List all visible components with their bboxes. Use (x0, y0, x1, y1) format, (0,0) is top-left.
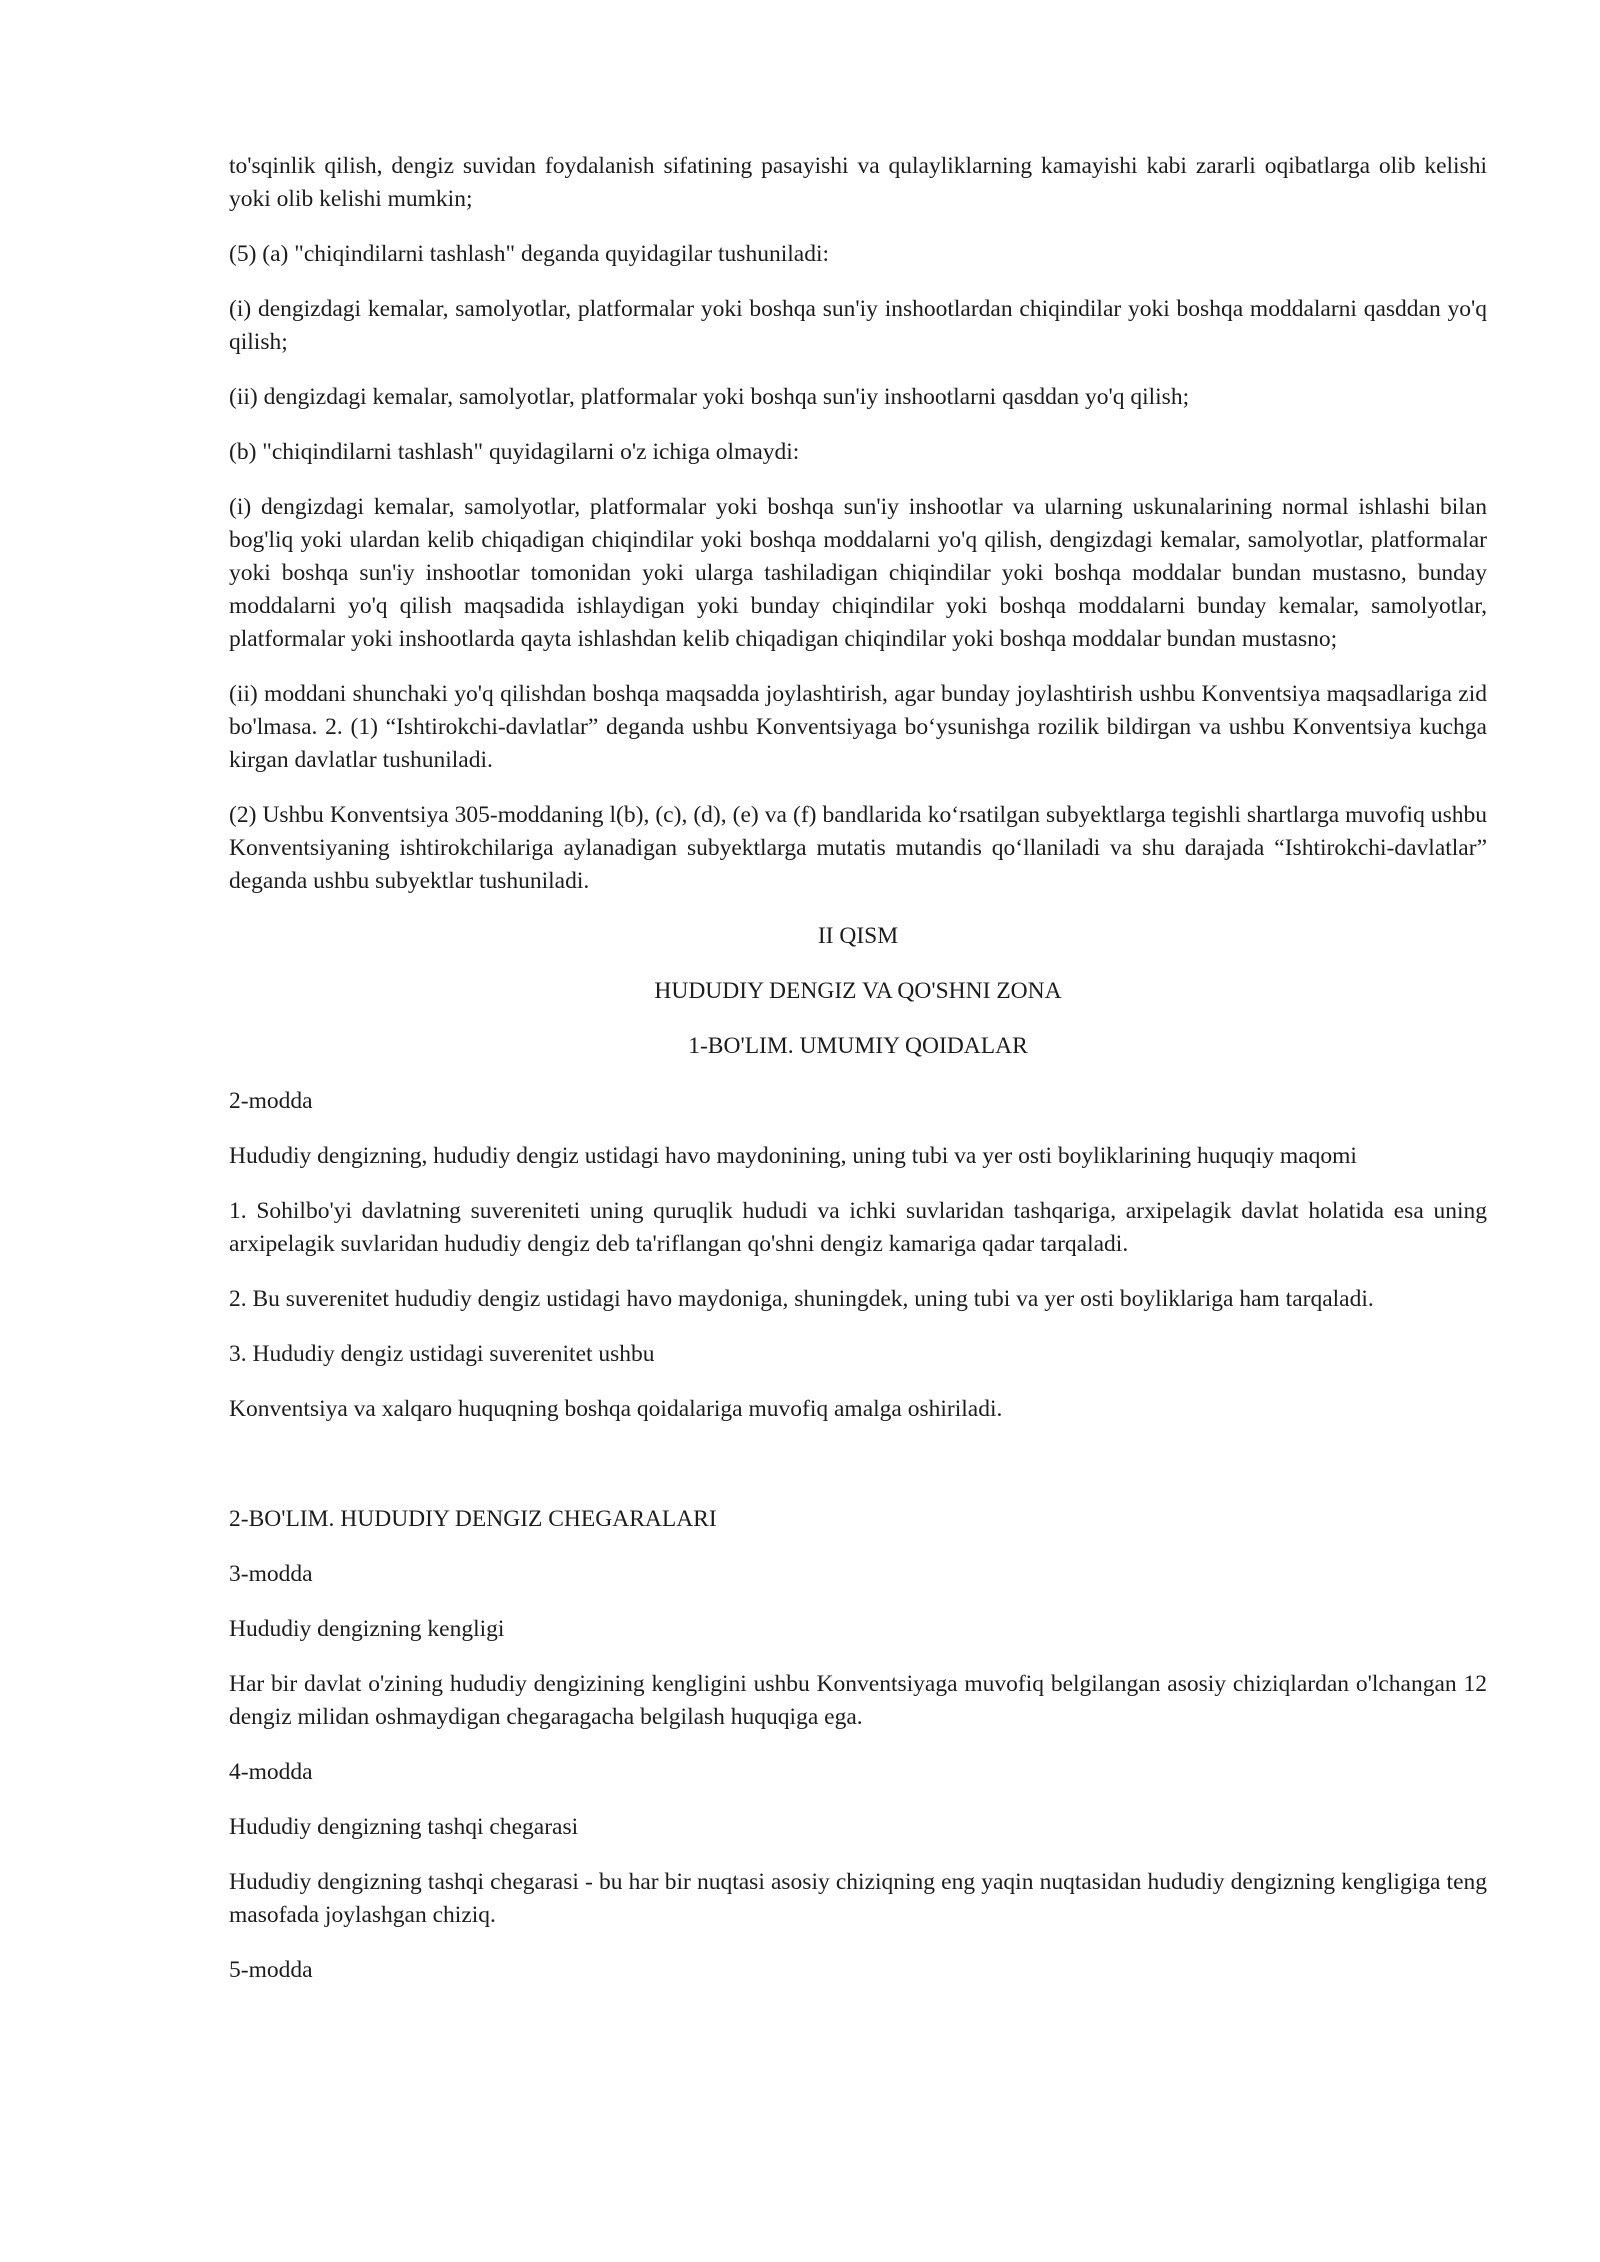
part-heading: II QISM (817, 923, 899, 949)
paragraph: (2) Ushbu Konventsiya 305-moddaning l(b), (c), (d), (e) va (f) bandlarida ko‘rsatilgan subyektlarga tegishli shartlarga muvofiq ushbu Konventsiyaning ishtirokchilariga aylanadigan subyektlarga mutatis mutandis qo‘llaniladi va shu darajada “Ishtirokchi-davlatlar” deganda ushbu subyektlar tushuniladi. (229, 802, 1487, 894)
paragraph: (ii) dengizdagi kemalar, samolyotlar, platformalar yoki boshqa sun'iy inshootlarni qasddan yo'q qilish; (229, 384, 1190, 410)
article-title: Hududiy dengizning tashqi chegarasi (229, 1814, 579, 1840)
paragraph: to'sqinlik qilish, dengiz suvidan foydalanish sifatining pasayishi va qulayliklarning kamayishi kabi zararli oqibatlarga olib kelishi yoki olib kelishi mumkin; (229, 153, 1487, 212)
part-title: HUDUDIY DENGIZ VA QO'SHNI ZONA (654, 978, 1062, 1004)
paragraph: (5) (a) "chiqindilarni tashlash" deganda quyidagilar tushuniladi: (229, 241, 829, 267)
paragraph: (i) dengizdagi kemalar, samolyotlar, platformalar yoki boshqa sun'iy inshootlar va ularning uskunalarining normal ishlashi bilan bog'liq yoki ulardan kelib chiqadigan chiqindilar yoki boshqa moddalarni yo'q qilish, dengizdagi kemalar, samolyotlar, platformalar yoki boshqa sun'iy inshootlar tomonidan yoki ularga tashiladigan chiqindilar yoki boshqa moddalar bundan mustasno, bunday moddalarni yo'q qilish maqsadida ishlaydigan yoki bunday chiqindilar yoki boshqa moddalarni bunday kemalar, samolyotlar, platformalar yoki inshootlarda qayta ishlashdan kelib chiqadigan chiqindilar yoki boshqa moddalar bundan mustasno; (229, 494, 1487, 652)
article-label: 3-modda (229, 1561, 313, 1587)
paragraph: Konventsiya va xalqaro huquqning boshqa qoidalariga muvofiq amalga oshiriladi. (229, 1396, 1003, 1422)
article-title: Hududiy dengizning, hududiy dengiz ustidagi havo maydonining, uning tubi va yer osti boyliklarining huquqiy maqomi (229, 1143, 1357, 1169)
section-title: 1-BO'LIM. UMUMIY QOIDALAR (688, 1033, 1028, 1059)
paragraph: 3. Hududiy dengiz ustidagi suverenitet ushbu (229, 1341, 655, 1367)
article-title: Hududiy dengizning kengligi (229, 1616, 505, 1642)
document-body (229, 150, 1487, 2009)
paragraph: (b) "chiqindilarni tashlash" quyidagilarni o'z ichiga olmaydi: (229, 439, 800, 465)
paragraph: 1. Sohilbo'yi davlatning suvereniteti uning quruqlik hududi va ichki suvlaridan tashqariga, arxipelagik davlat holatida esa uning arxipelagik suvlaridan hududiy dengiz deb ta'riflangan qo'shni dengiz kamariga qadar tarqaladi. (229, 1198, 1487, 1257)
paragraph: 2. Bu suverenitet hududiy dengiz ustidagi havo maydoniga, shuningdek, uning tubi va yer osti boyliklariga ham tarqaladi. (229, 1286, 1374, 1312)
paragraph: (ii) moddani shunchaki yo'q qilishdan boshqa maqsadda joylashtirish, agar bunday joylashtirish ushbu Konventsiya maqsadlariga zid bo'lmasa. 2. (1) “Ishtirokchi-davlatlar” deganda ushbu Konventsiyaga bo‘ysunishga rozilik bildirgan va ushbu Konventsiya kuchga kirgan davlatlar tushuniladi. (229, 681, 1487, 773)
article-label: 2-modda (229, 1088, 313, 1114)
paragraph: (i) dengizdagi kemalar, samolyotlar, platformalar yoki boshqa sun'iy inshootlardan chiqindilar yoki boshqa moddalarni qasddan yo'q qilish; (229, 296, 1487, 355)
paragraph: Hududiy dengizning tashqi chegarasi - bu har bir nuqtasi asosiy chiziqning eng yaqin nuqtasidan hududiy dengizning kengligiga teng masofada joylashgan chiziq. (229, 1869, 1487, 1928)
spacer (229, 1448, 1487, 1503)
article-label: 5-modda (229, 1957, 313, 1983)
section-title: 2-BO'LIM. HUDUDIY DENGIZ CHEGARALARI (229, 1506, 717, 1532)
paragraph: Har bir davlat o'zining hududiy dengizining kengligini ushbu Konventsiyaga muvofiq belgilangan asosiy chiziqlardan o'lchangan 12 dengiz milidan oshmaydigan chegaragacha belgilash huquqiga ega. (229, 1671, 1487, 1730)
article-label: 4-modda (229, 1759, 313, 1785)
